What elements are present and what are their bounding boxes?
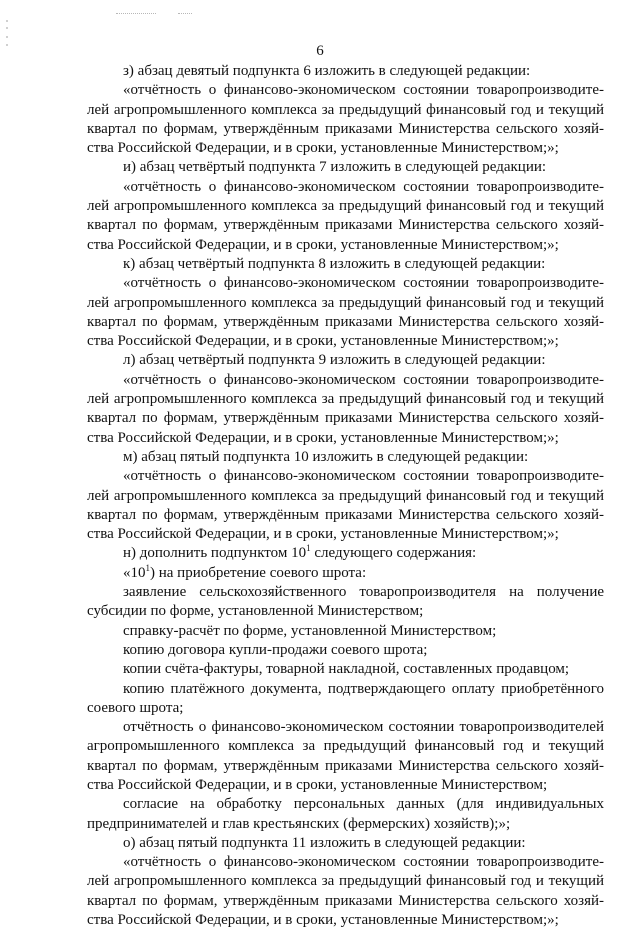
text-line xyxy=(87,853,604,872)
text-line xyxy=(87,699,604,718)
superscript: 1 xyxy=(145,562,150,573)
text-line-content: квартал по формам, утверждённым приказами Министерства сельского хозяй- xyxy=(87,892,604,909)
text-line xyxy=(87,120,604,139)
text-line-content: з) абзац девятый подпункта 6 изложить в следующей редакции: xyxy=(123,63,531,79)
text-line xyxy=(87,178,604,197)
text-line-content: «10 xyxy=(123,564,146,581)
text-line-content: ства Российской Федерации, и в сроки, установленные Министерством;»; xyxy=(87,526,559,543)
text-line-content: м) абзац пятый подпункта 10 изложить в следующей редакции: xyxy=(123,448,529,465)
text-line xyxy=(87,892,604,911)
text-line xyxy=(87,467,604,486)
text-line xyxy=(87,371,604,390)
text-line xyxy=(87,564,604,583)
text-line xyxy=(87,255,604,274)
text-line xyxy=(87,602,604,621)
text-line-content: квартал по формам, утверждённым приказами Министерства сельского хозяй- xyxy=(87,506,604,523)
text-line xyxy=(87,872,604,891)
text-line xyxy=(87,429,604,448)
text-line xyxy=(87,390,604,409)
text-line-content: квартал по формам, утверждённым приказами Министерства сельского хозяй- xyxy=(87,757,604,774)
text-line-content: копии счёта-фактуры, товарной накладной, составленных продавцом; xyxy=(123,661,570,678)
page-number: 6 xyxy=(316,43,324,59)
text-line-content: «отчётность о финансово-экономическом состоянии товаропроизводите- xyxy=(123,178,604,195)
text-line-content: справку-расчёт по форме, установленной Министерством; xyxy=(123,622,497,639)
text-line-content: «отчётность о финансово-экономическом состоянии товаропроизводите- xyxy=(123,82,604,99)
text-line-content: о) абзац пятый подпункта 11 изложить в следующей редакции: xyxy=(123,834,526,851)
text-line xyxy=(87,158,604,177)
text-line xyxy=(87,660,604,679)
text-line-content-after: ) на приобретение соевого шрота: xyxy=(150,564,367,581)
text-line xyxy=(87,197,604,216)
text-line xyxy=(87,139,604,158)
text-line xyxy=(87,506,604,525)
text-line-content: субсидии по форме, установленной Министерством; xyxy=(87,603,424,620)
text-line-content: «отчётность о финансово-экономическом состоянии товаропроизводите- xyxy=(123,275,604,292)
text-line xyxy=(87,81,604,100)
text-line xyxy=(87,236,604,255)
text-line xyxy=(87,815,604,834)
text-line-content: и) абзац четвёртый подпункта 7 изложить в следующей редакции: xyxy=(123,159,547,176)
text-line-content-after: следующего содержания: xyxy=(310,545,477,562)
text-line-content: соевого шрота; xyxy=(87,699,184,716)
text-line-content: л) абзац четвёртый подпункта 9 изложить в следующей редакции: xyxy=(123,352,546,369)
text-line-content: квартал по формам, утверждённым приказами Министерства сельского хозяй- xyxy=(87,217,604,234)
text-line-content: н) дополнить подпунктом 10 xyxy=(123,545,307,562)
text-line xyxy=(87,622,604,641)
text-line-content: лей агропромышленного комплекса за предыдущий финансовый год и текущий xyxy=(87,873,604,890)
text-line xyxy=(87,274,604,293)
text-line xyxy=(87,487,604,506)
text-line-content: «отчётность о финансово-экономическом состоянии товаропроизводите- xyxy=(123,468,604,485)
text-line xyxy=(87,544,604,563)
text-line xyxy=(87,332,604,351)
text-line xyxy=(87,294,604,313)
text-line-content: ства Российской Федерации, и в сроки, установленные Министерством; xyxy=(87,776,548,793)
text-line xyxy=(87,718,604,737)
scan-artifact-dot xyxy=(6,36,8,38)
text-line xyxy=(87,737,604,756)
text-line xyxy=(87,641,604,660)
text-line-content: ства Российской Федерации, и в сроки, установленные Министерством;»; xyxy=(87,333,559,350)
text-line xyxy=(87,834,604,853)
text-line xyxy=(87,448,604,467)
text-line-content: квартал по формам, утверждённым приказами Министерства сельского хозяй- xyxy=(87,313,604,330)
text-line-content: квартал по формам, утверждённым приказами Министерства сельского хозяй- xyxy=(87,120,604,137)
text-line xyxy=(87,583,604,602)
text-line-content: ства Российской Федерации, и в сроки, установленные Министерством;»; xyxy=(87,429,559,446)
text-line-content: ства Российской Федерации, и в сроки, установленные Министерством;»; xyxy=(87,140,559,157)
text-line xyxy=(87,680,604,699)
text-line xyxy=(87,911,604,930)
text-line-content: копию платёжного документа, подтверждающего оплату приобретённого xyxy=(123,680,604,697)
text-line xyxy=(87,216,604,235)
text-line-content: лей агропромышленного комплекса за предыдущий финансовый год и текущий xyxy=(87,294,604,311)
superscript: 1 xyxy=(306,543,311,554)
scan-artifact-line xyxy=(116,13,156,14)
text-line-content: заявление сельскохозяйственного товаропроизводителя на получение xyxy=(123,584,604,601)
text-line-content: лей агропромышленного комплекса за предыдущий финансовый год и текущий xyxy=(87,198,604,215)
scan-artifact-dot xyxy=(6,27,8,29)
text-line xyxy=(87,351,604,370)
text-line xyxy=(87,62,604,81)
text-line-content: лей агропромышленного комплекса за предыдущий финансовый год и текущий xyxy=(87,487,604,504)
text-line-content: «отчётность о финансово-экономическом состоянии товаропроизводите- xyxy=(123,371,604,388)
text-line-content: лей агропромышленного комплекса за предыдущий финансовый год и текущий xyxy=(87,391,604,408)
text-line-content: квартал по формам, утверждённым приказами Министерства сельского хозяй- xyxy=(87,410,604,427)
text-line-content: к) абзац четвёртый подпункта 8 изложить в следующей редакции: xyxy=(123,255,546,272)
text-line xyxy=(87,101,604,120)
document-body xyxy=(87,62,604,930)
text-line xyxy=(87,795,604,814)
text-line-content: предпринимателей и глав крестьянских (фермерских) хозяйств);»; xyxy=(87,815,511,832)
text-line xyxy=(87,757,604,776)
scan-artifact-dot xyxy=(6,20,8,22)
text-line-content: копию договора купли-продажи соевого шрота; xyxy=(123,641,428,658)
text-line-content: ства Российской Федерации, и в сроки, установленные Министерством;»; xyxy=(87,236,559,253)
scan-artifact-line xyxy=(178,13,192,14)
text-line-content: «отчётность о финансово-экономическом состоянии товаропроизводите- xyxy=(123,854,604,871)
text-line xyxy=(87,313,604,332)
text-line-content: лей агропромышленного комплекса за предыдущий финансовый год и текущий xyxy=(87,101,604,118)
text-line-content: согласие на обработку персональных данных (для индивидуальных xyxy=(123,796,604,813)
text-line-content: агропромышленного комплекса за предыдущий финансовый год и текущий xyxy=(87,738,604,755)
text-line xyxy=(87,776,604,795)
text-line xyxy=(87,409,604,428)
text-line-content: отчётность о финансово-экономическом состоянии товаропроизводителей xyxy=(123,719,604,736)
text-line xyxy=(87,525,604,544)
text-line-content: ства Российской Федерации, и в сроки, установленные Министерством;»; xyxy=(87,912,559,929)
